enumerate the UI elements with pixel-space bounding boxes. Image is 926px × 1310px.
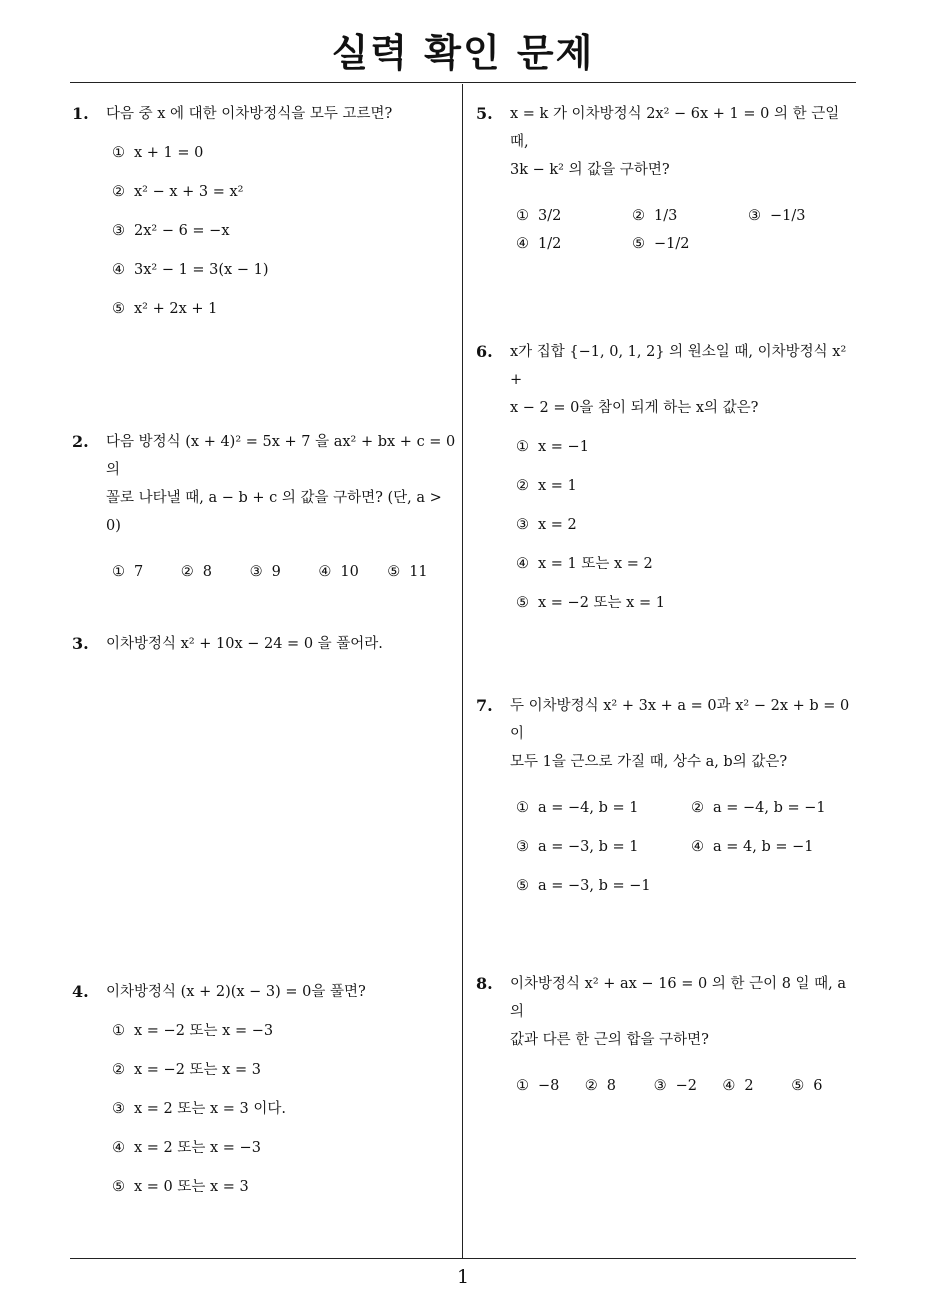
choice-text: x = −2 또는 x = −3 <box>134 1023 274 1039</box>
choice-mark: ③ <box>112 223 125 239</box>
choice-mark: ② <box>112 184 125 200</box>
choice-4[interactable] <box>691 833 866 861</box>
choice-4[interactable] <box>722 1072 791 1100</box>
choice-1[interactable] <box>112 139 456 167</box>
choice-text: −8 <box>538 1078 560 1094</box>
choice-mark: ④ <box>691 839 704 855</box>
choice-text: x = 1 <box>538 478 577 494</box>
question-number: 3. <box>72 634 89 653</box>
choice-mark: ① <box>516 208 529 224</box>
choice-5[interactable] <box>632 230 748 258</box>
choice-1[interactable] <box>516 433 860 461</box>
choice-text: 10 <box>340 564 359 580</box>
choice-2[interactable] <box>112 178 456 206</box>
choice-text: 3x² − 1 = 3(x − 1) <box>134 262 269 278</box>
choice-mark: ② <box>112 1062 125 1078</box>
choice-3[interactable] <box>112 1095 456 1123</box>
choice-text: x = 2 또는 x = −3 <box>134 1140 261 1156</box>
choice-mark: ④ <box>112 262 125 278</box>
choice-text: a = 4, b = −1 <box>713 839 814 855</box>
question-number: 2. <box>72 432 89 451</box>
choice-mark: ③ <box>516 517 529 533</box>
choice-2[interactable] <box>585 1072 654 1100</box>
choice-mark: ① <box>516 1078 529 1094</box>
choice-1[interactable] <box>112 1017 456 1045</box>
choice-text: a = −3, b = 1 <box>538 839 639 855</box>
choice-2[interactable] <box>516 472 860 500</box>
choice-mark: ⑤ <box>791 1078 805 1094</box>
choice-text: x + 1 = 0 <box>134 145 204 161</box>
choice-3[interactable] <box>516 833 691 861</box>
choice-mark: ① <box>112 1023 125 1039</box>
question-number: 1. <box>72 104 89 123</box>
choice-mark: ④ <box>112 1140 125 1156</box>
choice-list <box>516 794 860 900</box>
choice-text: 8 <box>202 564 213 580</box>
question-number: 4. <box>72 982 89 1001</box>
choice-5[interactable] <box>112 295 456 323</box>
choice-5[interactable] <box>516 589 860 617</box>
choice-text: 2 <box>744 1078 754 1094</box>
choice-5[interactable] <box>387 558 456 586</box>
question-text: x = k 가 이차방정식 2x² − 6x + 1 = 0 의 한 근일 때, 3k − k² 의 값을 구하면? <box>510 106 840 178</box>
question-5 <box>476 100 860 258</box>
choice-list <box>516 202 860 258</box>
bottom-rule <box>70 1258 856 1259</box>
question-3 <box>72 630 456 658</box>
choice-mark: ③ <box>112 1101 125 1117</box>
choice-2[interactable] <box>181 558 250 586</box>
choice-mark: ③ <box>653 1078 667 1094</box>
choice-1[interactable] <box>516 1072 585 1100</box>
choice-text: x = −2 또는 x = 1 <box>538 595 665 611</box>
choice-3[interactable] <box>654 1072 723 1100</box>
choice-text: a = −4, b = 1 <box>538 800 639 816</box>
choice-3[interactable] <box>748 202 864 230</box>
choice-5[interactable] <box>112 1173 456 1201</box>
question-number: 5. <box>476 104 493 123</box>
question-number: 8. <box>476 974 493 993</box>
choice-text: 7 <box>134 564 144 580</box>
choice-3[interactable] <box>516 511 860 539</box>
choice-text: x = 0 또는 x = 3 <box>134 1179 249 1195</box>
choice-4[interactable] <box>516 550 860 578</box>
choice-text: 6 <box>813 1078 823 1094</box>
choice-mark: ⑤ <box>632 236 645 252</box>
choice-text: 2x² − 6 = −x <box>134 223 230 239</box>
choice-text: 3/2 <box>538 208 562 224</box>
question-1 <box>72 100 456 323</box>
choice-list <box>516 1072 860 1100</box>
choice-mark: ③ <box>249 564 263 580</box>
choice-list <box>112 1017 456 1201</box>
choice-text: 9 <box>271 564 281 580</box>
choice-text: 8 <box>606 1078 617 1094</box>
choice-mark: ④ <box>318 564 332 580</box>
question-text: 두 이차방정식 x² + 3x + a = 0과 x² − 2x + b = 0이 모두 1을 근으로 가질 때, 상수 a, b의 값은? <box>510 698 850 770</box>
choice-mark: ① <box>112 564 125 580</box>
choice-2[interactable] <box>112 1056 456 1084</box>
choice-text: x = 2 또는 x = 3 이다. <box>134 1101 287 1117</box>
question-text: 이차방정식 x² + 10x − 24 = 0 을 풀어라. <box>106 636 383 652</box>
choice-5[interactable] <box>791 1072 860 1100</box>
choice-mark: ③ <box>748 208 761 224</box>
choice-text: −2 <box>675 1078 697 1094</box>
page-title: 실력 확인 문제 <box>331 31 595 75</box>
choice-4[interactable] <box>112 256 456 284</box>
question-text: 이차방정식 (x + 2)(x − 3) = 0을 풀면? <box>106 984 366 1000</box>
choice-text: x = −2 또는 x = 3 <box>134 1062 261 1078</box>
choice-1[interactable] <box>112 558 181 586</box>
choice-text: −1/3 <box>770 208 806 224</box>
choice-mark: ② <box>691 800 704 816</box>
question-6 <box>476 338 860 617</box>
choice-1[interactable] <box>516 794 691 822</box>
choice-5[interactable] <box>516 872 691 900</box>
choice-2[interactable] <box>632 202 748 230</box>
choice-1[interactable] <box>516 202 632 230</box>
choice-mark: ③ <box>516 839 529 855</box>
question-text: 이차방정식 x² + ax − 16 = 0 의 한 근이 8 일 때, a 의 값과 다른 한 근의 합을 구하면? <box>510 976 847 1048</box>
choice-text: x = 2 <box>538 517 577 533</box>
choice-text: a = −3, b = −1 <box>538 878 651 894</box>
choice-mark: ⑤ <box>516 878 529 894</box>
question-2 <box>72 428 456 586</box>
choice-4[interactable] <box>516 230 632 258</box>
choice-mark: ② <box>516 478 529 494</box>
question-8 <box>476 970 860 1100</box>
choice-text: 11 <box>409 564 428 580</box>
choice-list <box>112 558 456 586</box>
choice-text: a = −4, b = −1 <box>713 800 826 816</box>
question-4 <box>72 978 456 1201</box>
question-number: 6. <box>476 342 493 361</box>
top-rule <box>70 82 856 83</box>
choice-2[interactable] <box>691 794 866 822</box>
column-divider <box>462 84 463 1259</box>
choice-mark: ① <box>516 800 529 816</box>
choice-list <box>516 433 860 617</box>
choice-3[interactable] <box>112 217 456 245</box>
choice-text: 1/2 <box>538 236 562 252</box>
choice-list <box>112 139 456 323</box>
question-text: x가 집합 {−1, 0, 1, 2} 의 원소일 때, 이차방정식 x² + x − 2 = 0을 참이 되게 하는 x의 값은? <box>510 344 847 416</box>
choice-mark: ⑤ <box>387 564 401 580</box>
choice-mark: ① <box>112 145 125 161</box>
choice-mark: ① <box>516 439 529 455</box>
choice-mark: ④ <box>722 1078 736 1094</box>
page-number: 1 <box>456 1266 470 1288</box>
choice-mark: ④ <box>516 556 529 572</box>
choice-mark: ⑤ <box>112 1179 125 1195</box>
question-7 <box>476 692 860 900</box>
choice-3[interactable] <box>250 558 319 586</box>
question-text: 다음 중 x 에 대한 이차방정식을 모두 고르면? <box>106 106 393 122</box>
choice-4[interactable] <box>112 1134 456 1162</box>
choice-text: x = 1 또는 x = 2 <box>538 556 653 572</box>
choice-mark: ⑤ <box>516 595 529 611</box>
question-number: 7. <box>476 696 493 715</box>
choice-text: x² + 2x + 1 <box>134 301 218 317</box>
question-text: 다음 방정식 (x + 4)² = 5x + 7 을 ax² + bx + c = 0 의 꼴로 나타낼 때, a − b + c 의 값을 구하면? (단, a > 0) <box>106 434 456 534</box>
choice-mark: ② <box>180 564 194 580</box>
choice-text: x² − x + 3 = x² <box>134 184 244 200</box>
choice-text: 1/3 <box>654 208 678 224</box>
choice-mark: ② <box>584 1078 598 1094</box>
choice-text: x = −1 <box>538 439 589 455</box>
choice-4[interactable] <box>318 558 387 586</box>
choice-mark: ⑤ <box>112 301 125 317</box>
choice-mark: ② <box>632 208 645 224</box>
choice-mark: ④ <box>516 236 529 252</box>
choice-text: −1/2 <box>654 236 690 252</box>
